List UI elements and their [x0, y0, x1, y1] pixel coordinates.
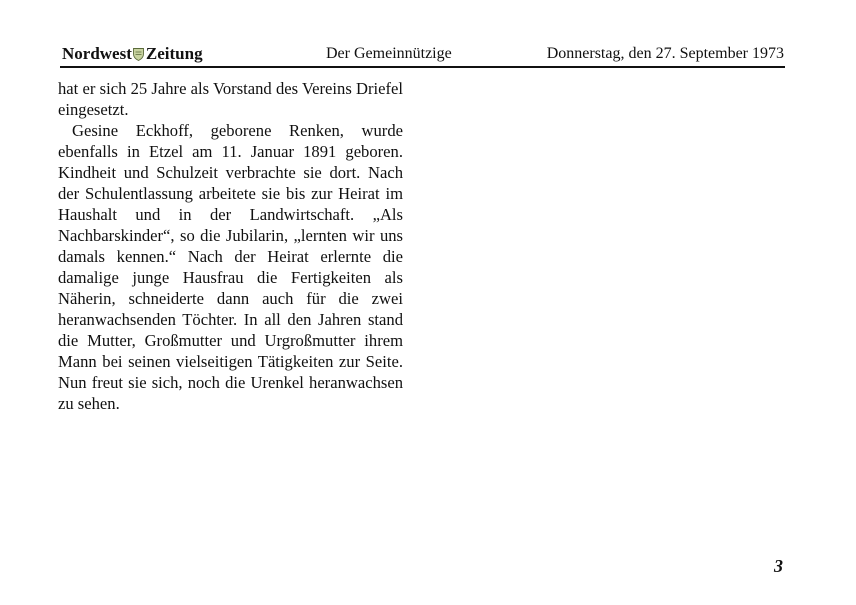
masthead-right-word: Zeitung [145, 44, 203, 63]
newspaper-masthead [62, 44, 203, 64]
article-column [58, 78, 403, 414]
section-title: Der Gemeinnützige [326, 45, 452, 62]
article-paragraph: hat er sich 25 Jahre als Vorstand des Vereins Driefel eingesetzt. [58, 79, 403, 119]
page-number: 3 [774, 556, 783, 576]
page-header [60, 42, 785, 68]
issue-date: Donnerstag, den 27. September 1973 [546, 45, 784, 62]
article-paragraph: Gesine Eckhoff, geborene Renken, wurde ebenfalls in Etzel am 11. Januar 1891 geboren. Kindheit und Schulzeit verbrachte sie dort. Nach der Schulentlassung arbeitete sie bis zur Heirat im Haushalt und in der Landwirtschaft. „Als Nachbarskinder“, so die Jubilarin, „lernten wir uns damals kennen.“ Nach der Heirat erlernte die damalige junge Hausfrau die Fertigkeiten als Näherin, schneiderte dann auch für die zwei heranwachsenden Töchter. In all den Jahren stand die Mutter, Großmutter und Urgroßmutter ihrem Mann bei seinen vielseitigen Tätigkeiten zur Seite. Nun freut sie sich, noch die Urenkel heranwachsen zu sehen. [58, 121, 403, 413]
masthead-left-word: Nordwest [62, 44, 132, 63]
coat-of-arms-icon [133, 48, 144, 61]
